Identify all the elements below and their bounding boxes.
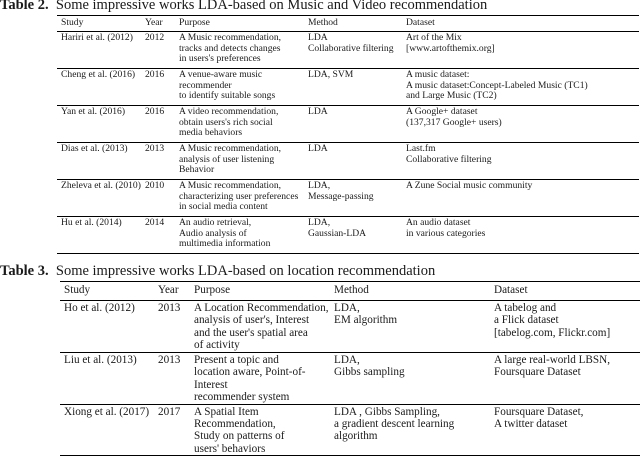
dataset-cell: A Zune Social music community (402, 180, 639, 217)
dataset-cell: A tabelog and a Flick dataset [tabelog.com, Flickr.com] (490, 301, 640, 353)
table-row (57, 143, 639, 180)
table-row (57, 217, 639, 254)
table3-header-method: Method (330, 282, 490, 301)
table3-header-row (60, 282, 640, 301)
dataset-cell: A Google+ dataset (137,317 Google+ users) (402, 106, 639, 143)
purpose-cell: Present a topic and location aware, Point-of-Interest recommender system (190, 353, 330, 405)
table2-caption (0, 0, 487, 14)
year-cell: 2016 (143, 69, 175, 106)
dataset-cell: A music dataset: A music dataset:Concept-Labeled Music (TC1) and Large Music (TC2) (402, 69, 639, 106)
method-cell: LDA, EM algorithm (330, 301, 490, 353)
method-cell: LDA, SVM (304, 69, 402, 106)
table3-label: Table 3. (0, 263, 49, 279)
table2-header-row (57, 16, 639, 32)
table3 (60, 281, 640, 456)
year-cell: 2013 (143, 143, 175, 180)
year-cell: 2014 (143, 217, 175, 254)
method-cell: LDA, Gaussian-LDA (304, 217, 402, 254)
table-row (57, 180, 639, 217)
method-cell: LDA Collaborative filtering (304, 32, 402, 69)
study-cell: Xiong et al. (2017) (60, 404, 156, 456)
table2-header-method: Method (304, 16, 402, 32)
study-cell: Liu et al. (2013) (60, 353, 156, 405)
method-cell: LDA (304, 143, 402, 180)
table3-header-purpose: Purpose (190, 282, 330, 301)
table2-header-study: Study (57, 16, 143, 32)
study-cell: Cheng et al. (2016) (57, 69, 143, 106)
year-cell: 2013 (156, 353, 190, 405)
table3-header-dataset: Dataset (490, 282, 640, 301)
study-cell: Hu et al. (2014) (57, 217, 143, 254)
dataset-cell: Last.fm Collaborative filtering (402, 143, 639, 180)
method-cell: LDA (304, 106, 402, 143)
purpose-cell: A venue-aware music recommender to identify suitable songs (175, 69, 304, 106)
purpose-cell: A Spatial Item Recommendation, Study on patterns of users' behaviors (190, 404, 330, 456)
method-cell: LDA , Gibbs Sampling, a gradient descent learning algorithm (330, 404, 490, 456)
table3-header-year: Year (156, 282, 190, 301)
study-cell: Dias et al. (2013) (57, 143, 143, 180)
table2 (57, 15, 639, 254)
table-row (57, 32, 639, 69)
table2-title: Some impressive works LDA-based on Music and Video recommendation (55, 0, 488, 13)
table-row (60, 301, 640, 353)
table2-header-year: Year (143, 16, 175, 32)
purpose-cell: A video recommendation, obtain users's rich social media behaviors (175, 106, 304, 143)
table-row (57, 69, 639, 106)
table2-header-purpose: Purpose (175, 16, 304, 32)
table2-header-dataset: Dataset (402, 16, 639, 32)
table2-label: Table 2. (0, 0, 49, 13)
dataset-cell: Art of the Mix [www.artofthemix.org] (402, 32, 639, 69)
purpose-cell: A Music recommendation, analysis of user listening Behavior (175, 143, 304, 180)
purpose-cell: A Location Recommendation, analysis of user's, Interest and the user's spatial area of activity (190, 301, 330, 353)
dataset-cell: An audio dataset in various categories (402, 217, 639, 254)
table-row (60, 404, 640, 456)
table3-header-study: Study (60, 282, 156, 301)
study-cell: Ho et al. (2012) (60, 301, 156, 353)
study-cell: Zheleva et al. (2010) (57, 180, 143, 217)
year-cell: 2010 (143, 180, 175, 217)
table3-title: Some impressive works LDA-based on location recommendation (55, 263, 436, 279)
method-cell: LDA, Message-passing (304, 180, 402, 217)
dataset-cell: A large real-world LBSN, Foursquare Dataset (490, 353, 640, 405)
purpose-cell: A Music recommendation, tracks and detects changes in users's preferences (175, 32, 304, 69)
purpose-cell: An audio retrieval, Audio analysis of multimedia information (175, 217, 304, 254)
year-cell: 2013 (156, 301, 190, 353)
year-cell: 2012 (143, 32, 175, 69)
table3-caption (0, 263, 435, 280)
dataset-cell: Foursquare Dataset, A twitter dataset (490, 404, 640, 456)
table-row (60, 353, 640, 405)
purpose-cell: A Music recommendation, characterizing user preferences in social media content (175, 180, 304, 217)
method-cell: LDA, Gibbs sampling (330, 353, 490, 405)
study-cell: Hariri et al. (2012) (57, 32, 143, 69)
study-cell: Yan et al. (2016) (57, 106, 143, 143)
table-row (57, 106, 639, 143)
year-cell: 2017 (156, 404, 190, 456)
year-cell: 2016 (143, 106, 175, 143)
